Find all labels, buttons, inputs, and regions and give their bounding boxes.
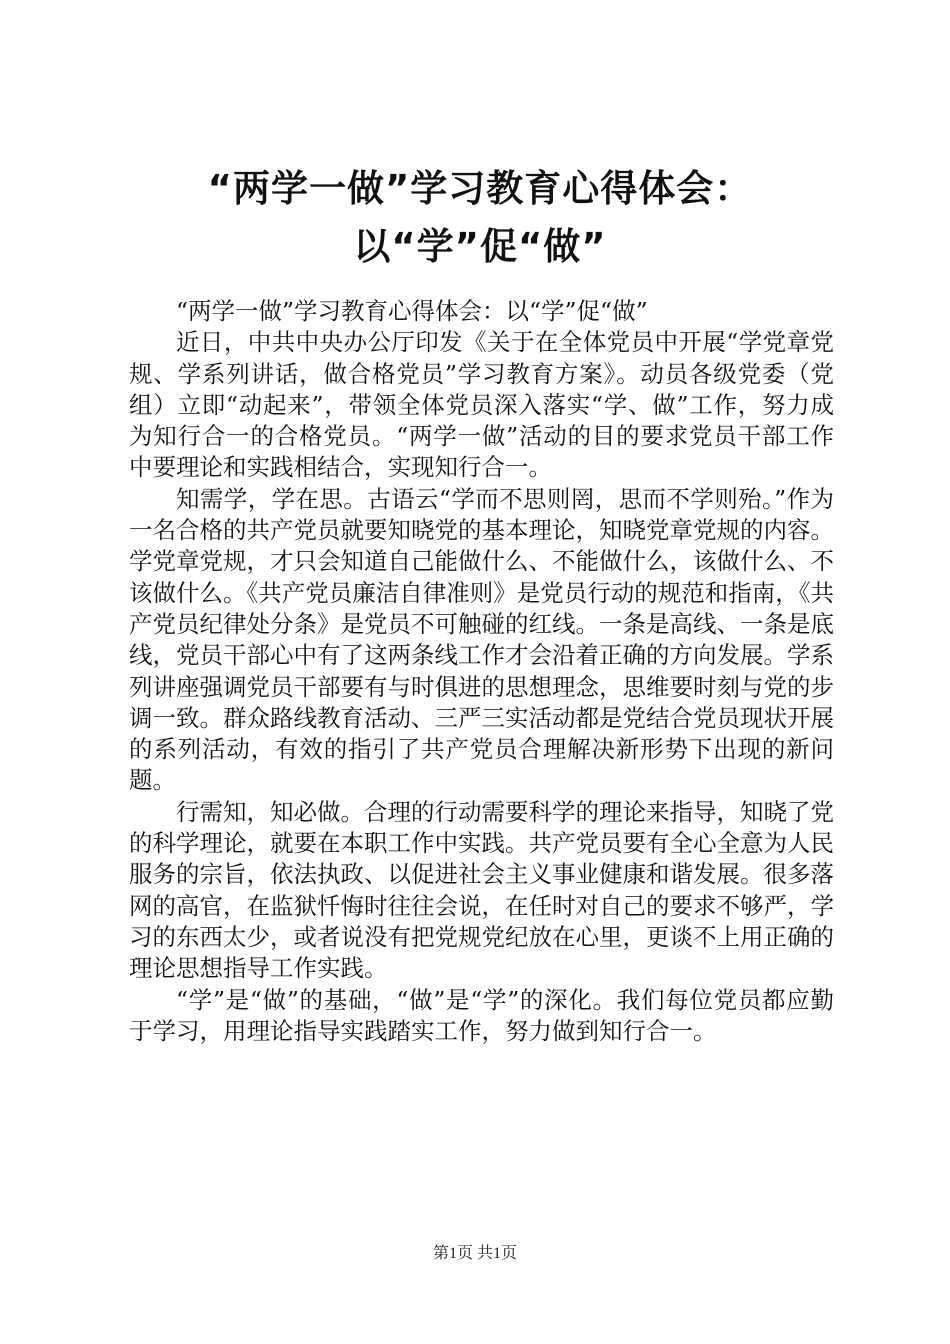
- document-subtitle: “两学一做”学习教育心得体会：以“学”促“做”: [176, 297, 648, 325]
- paragraph-1: 近日，中共中央办公厅印发《关于在全体党员中开展“学党章党规、学系列讲话，做合格党员”学习教育方案》。动员各级党委（党组）立即“动起来”，带领全体党员深入落实“学、做”工作，努力成为知行合一的合格党员。“两学一做”活动的目的要求党员干部工作中要理论和实践相结合，实现知行合一。: [129, 328, 834, 482]
- document-body: [129, 296, 834, 1047]
- paragraph-2: 知需学，学在思。古语云“学而不思则罔，思而不学则殆。”作为一名合格的共产党员就要知晓党的基本理论，知晓党章党规的内容。学党章党规，才只会知道自己能做什么、不能做什么，该做什么、不该做什么。《共产党员廉洁自律准则》是党员行动的规范和指南，《共产党员纪律处分条》是党员不可触碰的红线。一条是高线、一条是底线，党员干部心中有了这两条线工作才会沿着正确的方向发展。学系列讲座强调党员干部要有与时俱进的思想理念，思维要时刻与党的步调一致。群众路线教育活动、三严三实活动都是党结合党员现状开展的系列活动，有效的指引了共产党员合理解决新形势下出现的新问题。: [129, 484, 834, 795]
- document-title: “两学一做”学习教育心得体会：以“学”促“做”: [207, 167, 753, 268]
- page-footer: 第1页 共1页: [432, 1245, 517, 1262]
- paragraph-4: “学”是“做”的基础，“做”是“学”的深化。我们每位党员都应勤于学习，用理论指导实践踏实工作，努力做到知行合一。: [129, 985, 834, 1045]
- paragraph-3: 行需知，知必做。合理的行动需要科学的理论来指导，知晓了党的科学理论，就要在本职工作中实践。共产党员要有全心全意为人民服务的宗旨，依法执政、以促进社会主义事业健康和谐发展。很多落网的高官，在监狱忏悔时往往会说，在任时对自己的要求不够严，学习的东西太少，或者说没有把党规党纪放在心里，更谈不上用正确的理论思想指导工作实践。: [129, 797, 834, 983]
